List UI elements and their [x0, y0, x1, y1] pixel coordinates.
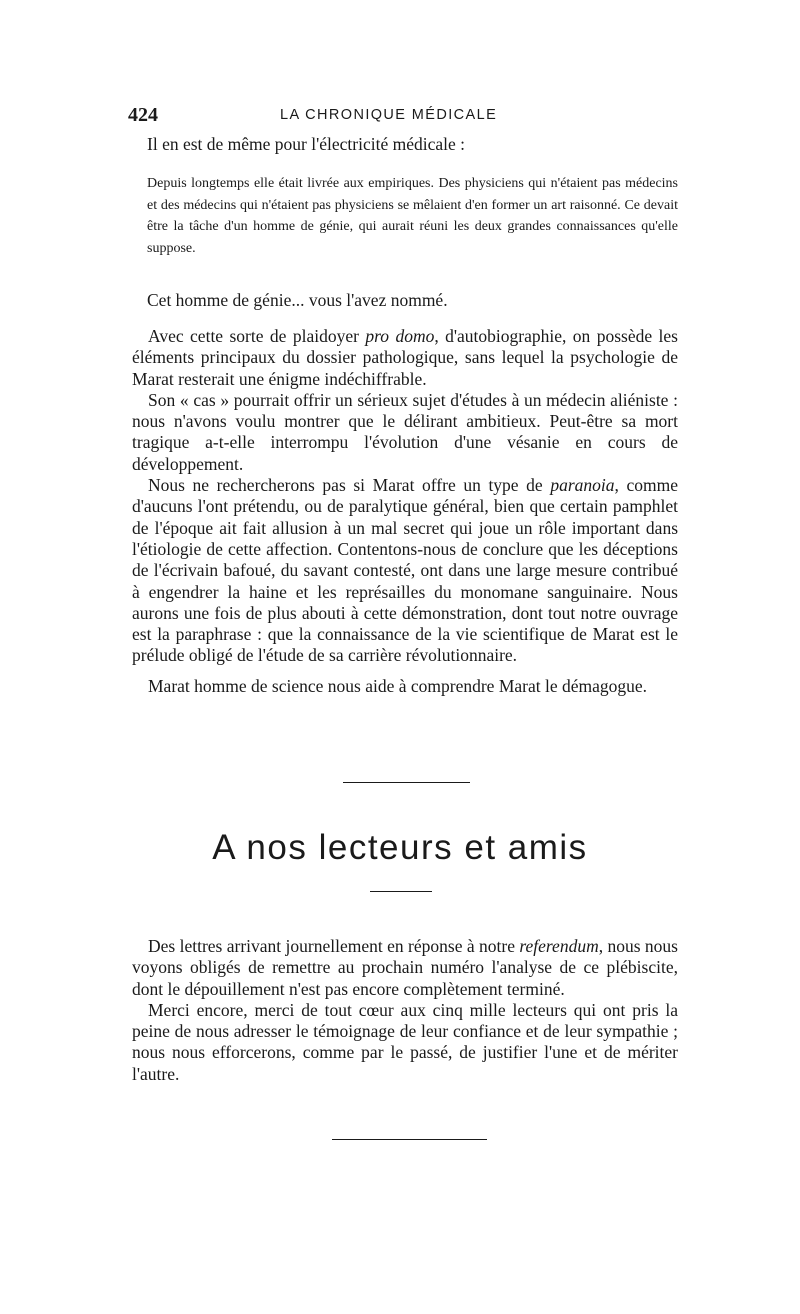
section-paragraph-1: Des lettres arrivant journellement en réponse à notre referendum, nous nous voyons obligés de remettre au prochain numéro l'analyse de ce plébiscite, dont le dépouillement n'est pas encore complètement terminé. [132, 936, 678, 999]
article-paragraph-1: Avec cette sorte de plaidoyer pro domo, d'autobiographie, on possède les éléments principaux du dossier pathologique, sans lequel la psychologie de Marat resterait une énigme indéchiffrable. [132, 326, 678, 389]
emphasis-pro-domo: pro domo [365, 326, 435, 346]
article-body [132, 326, 678, 697]
running-head: LA CHRONIQUE MÉDICALE [280, 107, 498, 123]
section-body [132, 936, 678, 1085]
intro-line: Il en est de même pour l'électricité médicale : [147, 134, 466, 154]
section-title: A nos lecteurs et amis [212, 828, 588, 867]
divider-rule [343, 782, 470, 783]
article-paragraph-4: Marat homme de science nous aide à comprendre Marat le démagogue. [148, 675, 648, 696]
article-paragraph-3: Nous ne rechercherons pas si Marat offre un type de paranoia, comme d'aucuns l'ont prétendu, ou de paralytique général, bien que certain pamphlet de l'époque ait fait allusion à un mal secret qui joue un rôle important dans l'étiologie de cette affection. Contentons-nous de conclure que les déceptions de l'écrivain bafoué, du savant contesté, ont dans une large mesure contribué à engendrer la haine et les représailles du monomane sanguinaire. Nous aurons une fois de plus abouti à cette démonstration, dont tout notre ouvrage est la paraphrase : que la connaissance de la vie scientifique de Marat est le prélude obligé de l'étude de sa carrière révolutionnaire. [132, 475, 678, 666]
emphasis-referendum: referendum [519, 936, 599, 956]
article-paragraph-2: Son « cas » pourrait offrir un sérieux sujet d'études à un médecin aliéniste : nous n'avons voulu montrer que le délirant ambitieux. Peut-être sa mort tragique a-t-elle interrompu l'évolution d'une vésanie en cours de développement. [132, 389, 678, 474]
end-rule [332, 1139, 487, 1140]
page-number: 424 [128, 104, 158, 126]
block-quote: Depuis longtemps elle était livrée aux empiriques. Des physiciens qui n'étaient pas médecins et des médecins qui n'étaient pas physiciens se mêlaient d'en former un art raisonné. Ce devait être la tâche d'un homme de génie, qui aurait réuni les deux grandes connaissances qu'elle suppose. [147, 176, 678, 256]
emphasis-paranoia: paranoia [550, 475, 615, 496]
lead-line: Cet homme de génie... vous l'avez nommé. [147, 290, 448, 310]
title-underline-rule [370, 891, 432, 892]
section-paragraph-2: Merci encore, merci de tout cœur aux cinq mille lecteurs qui ont pris la peine de nous adresser le témoignage de leur confiance et de leur sympathie ; nous nous efforcerons, comme par le passé, de justifier l'une et de mériter l'autre. [132, 999, 678, 1084]
